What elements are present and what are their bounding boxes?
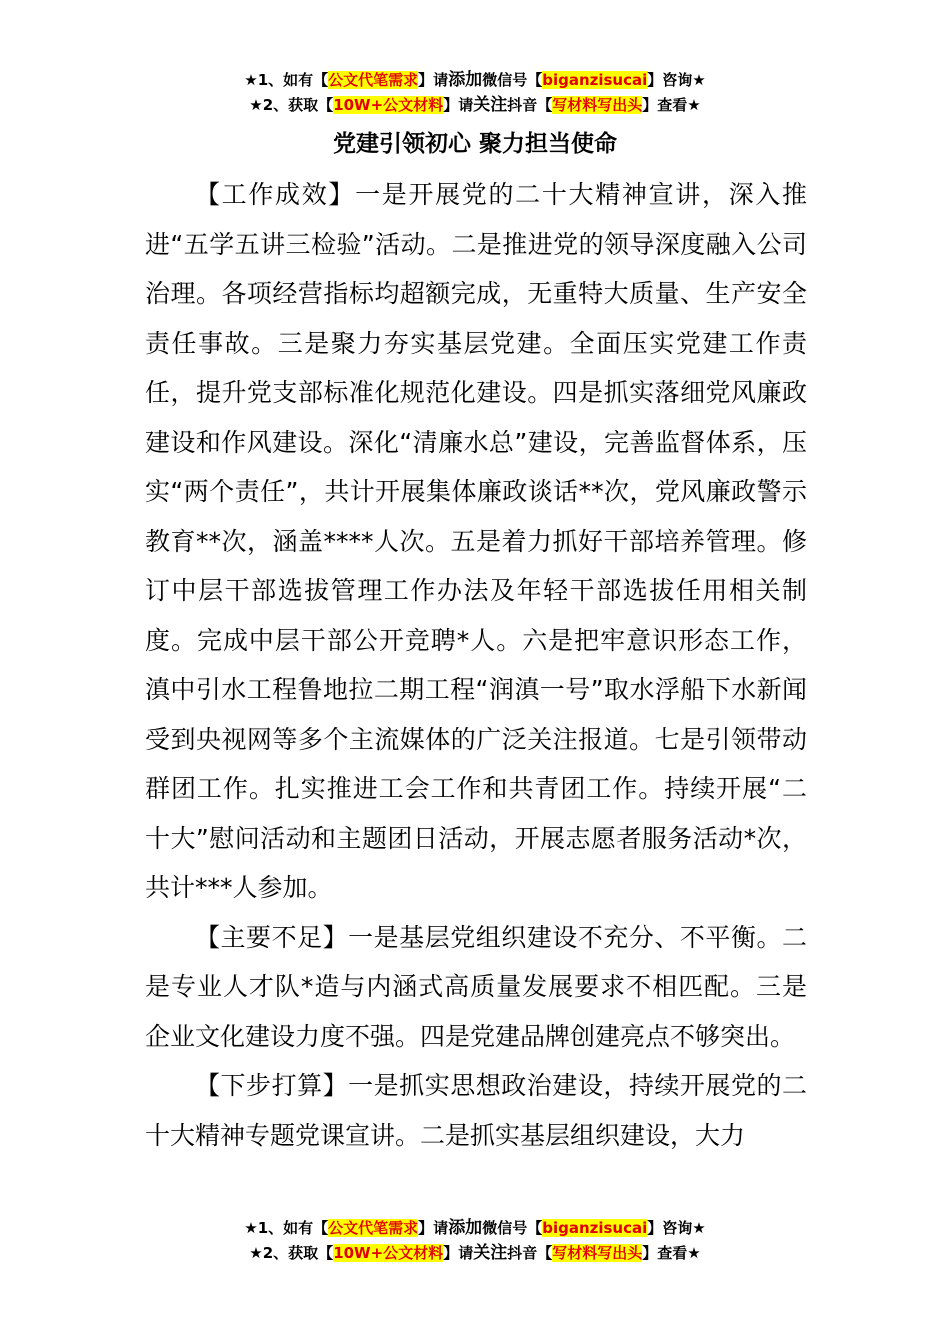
paragraph-work-results: 【工作成效】一是开展党的二十大精神宣讲，深入推进“五学五讲三检验”活动。二是推进党的领导深度融入公司治理。各项经营指标均超额完成，无重特大质量、生产安全责任事故。三是聚力夯实基层党建。全面压实党建工作责任，提升党支部标准化规范化建设。四是抓实落细党风廉政建设和作风建设。深化“清廉水总”建设，完善监督体系，压实“两个责任”，共计开展集体廉政谈话**次，党风廉政警示教育**次，涵盖****人次。五是着力抓好干部培养管理。修订中层干部选拔管理工作办法及年轻干部选拔任用相关制度。完成中层干部公开竞聘*人。六是把牢意识形态工作，滇中引水工程鲁地拉二期工程“润滇一号”取水浮船下水新闻受到央视网等多个主流媒体的广泛关注报道。七是引领带动群团工作。扎实推进工会工作和共青团工作。持续开展“二十大”慰问活动和主题团日活动，开展志愿者服务活动*次，共计***人参加。 bbox=[145, 180, 807, 902]
highlight-writing-service: 公文代笔需求 bbox=[328, 71, 419, 89]
document-body bbox=[145, 170, 807, 1160]
footer-highlight-materials: 10W+公文材料 bbox=[333, 1244, 444, 1262]
document-title: 党建引领初心 聚力担当使命 bbox=[332, 131, 617, 157]
highlight-wechat-id: biganzisucai bbox=[542, 71, 648, 89]
banner-line-2: ★2、获取【10W+公文材料】请关注抖音【写材料写出头】查看★ bbox=[249, 95, 701, 115]
highlight-materials: 10W+公文材料 bbox=[333, 96, 444, 114]
footer-banner-line-1: ★1、如有【公文代笔需求】请添加微信号【biganzisucai】咨询★ bbox=[244, 1218, 706, 1238]
highlight-douyin-account: 写材料写出头 bbox=[552, 96, 643, 114]
header-banner bbox=[0, 68, 950, 118]
footer-banner-line-2: ★2、获取【10W+公文材料】请关注抖音【写材料写出头】查看★ bbox=[249, 1243, 701, 1263]
footer-highlight-writing-service: 公文代笔需求 bbox=[328, 1219, 419, 1237]
footer-highlight-wechat-id: biganzisucai bbox=[542, 1219, 648, 1237]
footer-highlight-douyin-account: 写材料写出头 bbox=[552, 1244, 643, 1262]
paragraph-shortcomings: 【主要不足】一是基层党组织建设不充分、不平衡。二是专业人才队*造与内涵式高质量发展要求不相匹配。三是企业文化建设力度不强。四是党建品牌创建亮点不够突出。 bbox=[145, 922, 807, 1051]
banner-line-1: ★1、如有【公文代笔需求】请添加微信号【biganzisucai】咨询★ bbox=[244, 70, 706, 90]
footer-banner bbox=[0, 1216, 950, 1266]
paragraph-next-steps: 【下步打算】一是抓实思想政治建设，持续开展党的二十大精神专题党课宣讲。二是抓实基层组织建设，大力 bbox=[145, 1071, 807, 1150]
